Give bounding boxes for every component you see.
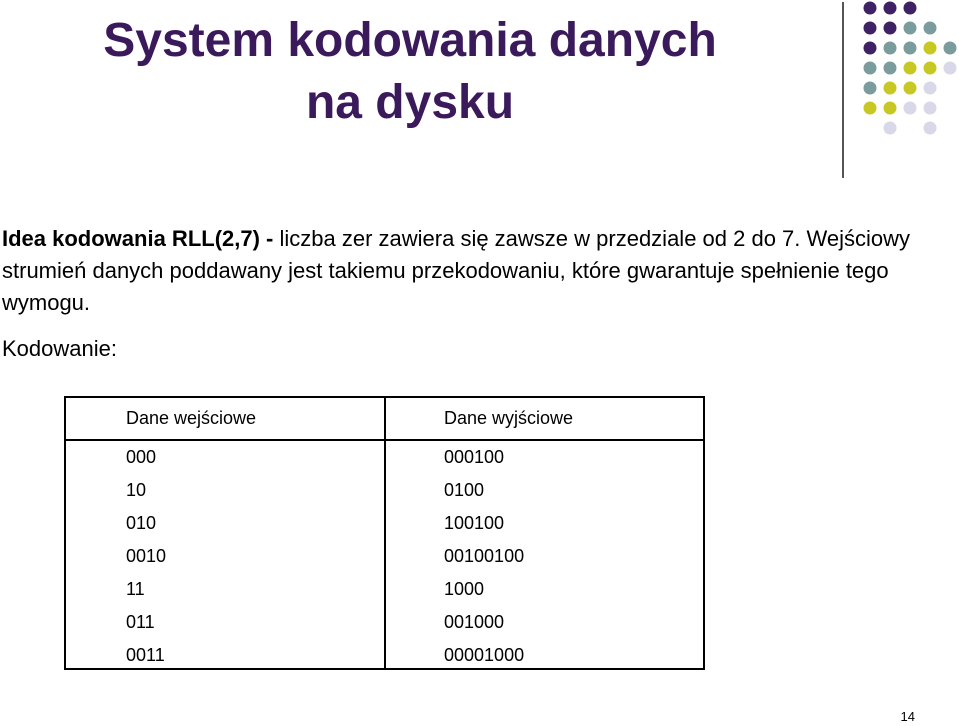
table-cell-input: 11 xyxy=(126,579,145,599)
decorative-dot xyxy=(884,22,897,35)
table-header-input: Dane wejściowe xyxy=(126,408,257,428)
body-bold-lead: Idea kodowania RLL(2,7) - xyxy=(2,226,274,251)
decorative-dot xyxy=(904,102,917,115)
decorative-dot xyxy=(864,22,877,35)
decorative-dot xyxy=(864,42,877,55)
table-cell-output: 0100 xyxy=(444,480,485,500)
decorative-dot xyxy=(904,22,917,35)
decorative-dot xyxy=(924,82,937,95)
body-text-rest: liczba zer zawiera się zawsze w przedziale od 2 do 7. Wejściowy strumień danych poddawany jest takiemu przekodowaniu, które gwarantuje spełnienie tego wymogu. xyxy=(2,226,911,315)
table-cell-input: 0011 xyxy=(126,645,165,665)
table-row xyxy=(66,639,703,672)
slide-title-line-1: System kodowania danych xyxy=(103,14,717,67)
decorative-dot xyxy=(924,102,937,115)
decorative-dot xyxy=(864,82,877,95)
table-row xyxy=(66,439,703,474)
coding-label: Kodowanie: xyxy=(2,336,117,361)
decorative-dot xyxy=(884,2,897,15)
decorative-dot xyxy=(944,62,957,75)
decorative-dot xyxy=(884,62,897,75)
table-cell-input: 000 xyxy=(126,447,157,467)
table-row xyxy=(66,507,703,540)
decorative-dot xyxy=(864,62,877,75)
table-header-output: Dane wyjściowe xyxy=(444,408,574,428)
decorative-dot xyxy=(924,22,937,35)
decorative-dot xyxy=(884,122,897,135)
table-header-row xyxy=(66,398,703,439)
coding-table xyxy=(64,396,705,670)
decorative-dot xyxy=(904,82,917,95)
table-row xyxy=(66,540,703,573)
decorative-dot xyxy=(864,102,877,115)
table-row xyxy=(66,606,703,639)
decorative-dot xyxy=(884,102,897,115)
slide-title-line-2: na dysku xyxy=(305,76,515,129)
table-cell-output: 00001000 xyxy=(444,645,525,665)
decorative-dot xyxy=(924,42,937,55)
table-row xyxy=(66,474,703,507)
decorative-dot xyxy=(924,62,937,75)
decorative-dot xyxy=(884,82,897,95)
table-cell-output: 001000 xyxy=(444,612,505,632)
decorative-divider xyxy=(842,2,844,178)
decorative-dot xyxy=(904,62,917,75)
table-cell-input: 10 xyxy=(126,480,147,500)
decorative-dot xyxy=(904,42,917,55)
decorative-dot xyxy=(864,2,877,15)
decorative-dot xyxy=(944,42,957,55)
table-cell-output: 00100100 xyxy=(444,546,525,566)
decorative-dot xyxy=(924,122,937,135)
body-paragraph xyxy=(2,223,952,319)
decorative-dot xyxy=(904,2,917,15)
page-number: 14 xyxy=(900,709,915,724)
table-row xyxy=(66,573,703,606)
decorative-dot-grid xyxy=(858,0,959,160)
table-cell-output: 000100 xyxy=(444,447,505,467)
table-cell-output: 1000 xyxy=(444,579,485,599)
table-cell-input: 010 xyxy=(126,513,157,533)
table-cell-input: 0010 xyxy=(126,546,167,566)
table-cell-output: 100100 xyxy=(444,513,505,533)
decorative-dot xyxy=(884,42,897,55)
table-cell-input: 011 xyxy=(126,612,155,632)
slide-title xyxy=(0,10,820,134)
